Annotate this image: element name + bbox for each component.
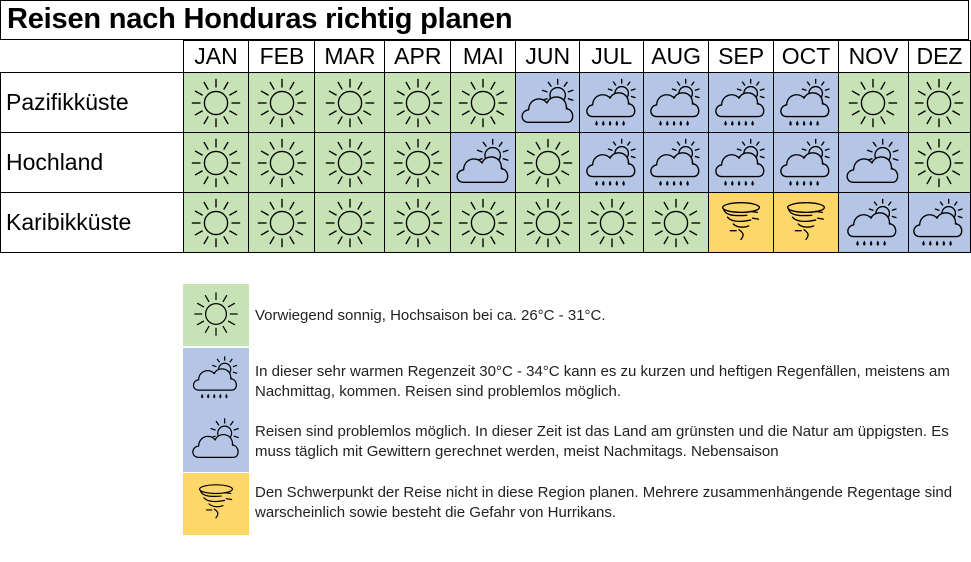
climate-cell xyxy=(516,73,580,133)
month-header-apr: APR xyxy=(385,41,451,73)
climate-cell xyxy=(315,193,385,253)
climate-cell xyxy=(451,73,516,133)
climate-table xyxy=(0,40,971,253)
rain-cloud-sun-icon xyxy=(774,134,838,192)
rain-cloud-sun-icon xyxy=(709,134,773,192)
sun-icon xyxy=(184,134,249,192)
sun-icon xyxy=(315,194,384,252)
sun-icon xyxy=(315,74,384,132)
legend-text: Den Schwerpunkt der Reise nicht in diese Region planen. Mehrere zusammenhängende Regentage sind warscheinlich sowie besteht die Gefahr von Hurrikans. xyxy=(255,484,953,521)
sun-icon xyxy=(909,134,970,192)
sun-icon xyxy=(451,74,515,132)
rain-cloud-sun-icon xyxy=(709,74,773,132)
climate-cell xyxy=(839,73,909,133)
climate-cell xyxy=(774,73,839,133)
partly-cloudy-icon xyxy=(839,134,908,192)
sun-icon xyxy=(184,194,249,252)
climate-cell xyxy=(183,133,249,193)
climate-cell xyxy=(774,193,839,253)
climate-cell xyxy=(315,133,385,193)
sun-icon xyxy=(249,194,314,252)
sun-icon xyxy=(839,74,908,132)
climate-cell xyxy=(385,73,451,133)
sun-icon xyxy=(385,74,450,132)
climate-cell xyxy=(774,133,839,193)
month-header-mai: MAI xyxy=(451,41,516,73)
month-header-jul: JUL xyxy=(580,41,644,73)
sun-icon xyxy=(516,134,579,192)
climate-cell xyxy=(908,73,970,133)
region-label: Hochland xyxy=(1,133,184,193)
month-header-sep: SEP xyxy=(709,41,774,73)
page-title: Reisen nach Honduras richtig planen xyxy=(7,3,513,35)
climate-cell xyxy=(183,193,249,253)
sun-icon xyxy=(385,134,450,192)
legend-swatch xyxy=(183,348,249,410)
climate-cell xyxy=(385,193,451,253)
legend-text: In dieser sehr warmen Regenzeit 30°C - 34°C kann es zu kurzen und heftigen Regenfällen, meistens am Nachmittag, kommen. Reisen sind problemlos möglich. xyxy=(255,363,950,400)
sun-icon xyxy=(249,134,314,192)
sun-icon xyxy=(516,194,579,252)
month-header-jan: JAN xyxy=(183,41,249,73)
partly-cloudy-icon xyxy=(451,134,515,192)
climate-cell xyxy=(451,133,516,193)
rain-cloud-sun-icon xyxy=(644,74,708,132)
page-title-box xyxy=(0,0,969,40)
legend-text: Reisen sind problemlos möglich. In dieser Zeit ist das Land am grünsten und die Natur am üppigsten. Es muss täglich mit Gewittern gerechnet werden, meist Nachmitags. Nebensaison xyxy=(255,423,949,460)
climate-cell xyxy=(183,73,249,133)
climate-cell xyxy=(249,193,315,253)
region-label: Pazifikküste xyxy=(1,73,184,133)
rain-cloud-sun-icon xyxy=(580,74,643,132)
hurricane-icon xyxy=(709,194,773,252)
region-label: Karibikküste xyxy=(1,193,184,253)
climate-cell xyxy=(908,193,970,253)
climate-cell xyxy=(315,73,385,133)
sun-icon xyxy=(184,74,249,132)
climate-cell xyxy=(249,73,315,133)
sun-icon xyxy=(644,194,708,252)
climate-cell xyxy=(385,133,451,193)
legend-swatch xyxy=(183,473,249,535)
climate-cell xyxy=(908,133,970,193)
region-row xyxy=(1,133,971,193)
sun-icon xyxy=(315,134,384,192)
legend-text: Vorwiegend sonnig, Hochsaison bei ca. 26°C - 31°C. xyxy=(255,307,606,324)
month-header-feb: FEB xyxy=(249,41,315,73)
month-header-nov: NOV xyxy=(839,41,909,73)
month-header-row xyxy=(1,41,971,73)
sun-icon xyxy=(580,194,643,252)
legend-swatch xyxy=(183,284,249,346)
climate-cell xyxy=(709,133,774,193)
month-header-oct: OCT xyxy=(774,41,839,73)
rain-cloud-sun-icon xyxy=(774,74,838,132)
climate-cell xyxy=(516,193,580,253)
climate-cell xyxy=(709,73,774,133)
climate-cell xyxy=(580,73,644,133)
climate-cell xyxy=(451,193,516,253)
climate-cell xyxy=(644,193,709,253)
rain-cloud-sun-icon xyxy=(580,134,643,192)
month-header-dez: DEZ xyxy=(908,41,970,73)
sun-icon xyxy=(909,74,970,132)
region-row xyxy=(1,73,971,133)
climate-cell xyxy=(516,133,580,193)
climate-cell xyxy=(709,193,774,253)
partly-cloudy-icon xyxy=(516,74,579,132)
region-row xyxy=(1,193,971,253)
rain-cloud-sun-icon xyxy=(909,194,970,252)
climate-cell xyxy=(580,133,644,193)
climate-cell xyxy=(249,133,315,193)
climate-cell xyxy=(644,73,709,133)
climate-cell xyxy=(839,133,909,193)
hurricane-icon xyxy=(774,194,838,252)
sun-icon xyxy=(385,194,450,252)
month-header-jun: JUN xyxy=(516,41,580,73)
rain-cloud-sun-icon xyxy=(839,194,908,252)
sun-icon xyxy=(249,74,314,132)
climate-cell xyxy=(644,133,709,193)
sun-icon xyxy=(451,194,515,252)
legend-swatch xyxy=(183,410,249,472)
climate-cell xyxy=(839,193,909,253)
rain-cloud-sun-icon xyxy=(644,134,708,192)
month-header-mar: MAR xyxy=(315,41,385,73)
corner-cell xyxy=(1,41,184,73)
month-header-aug: AUG xyxy=(644,41,709,73)
climate-cell xyxy=(580,193,644,253)
